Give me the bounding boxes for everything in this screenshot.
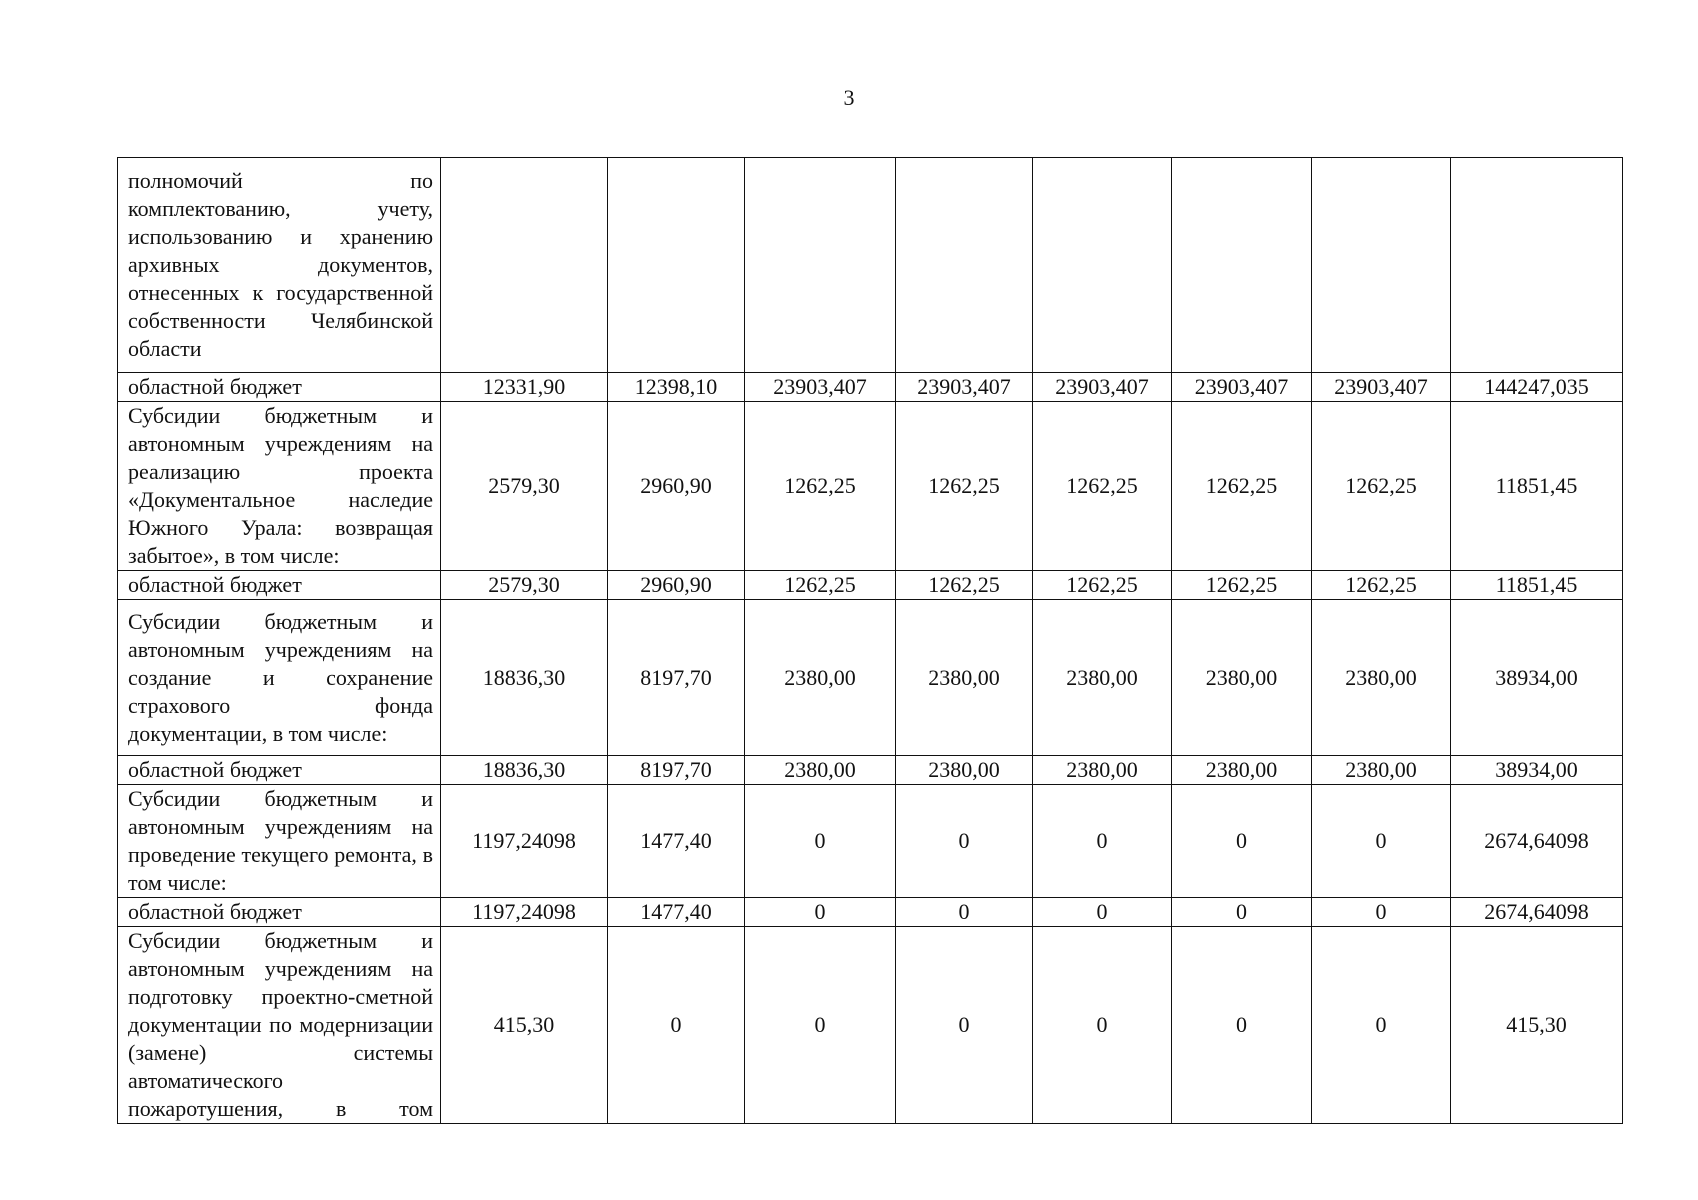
value-cell: 0 [1312, 927, 1451, 1124]
table-row [118, 600, 1623, 756]
value-cell: 2380,00 [1312, 600, 1451, 756]
value-cell [441, 158, 608, 373]
value-cell: 18836,30 [441, 600, 608, 756]
value-cell: 1197,24098 [441, 898, 608, 927]
row-label-cell: полномочий по комплектованию, учету, использованию и хранению архивных документов, отнесенных к государственной собственности Челябинской области [118, 158, 441, 373]
value-cell [608, 158, 745, 373]
value-cell: 1262,25 [896, 571, 1033, 600]
value-cell: 0 [896, 927, 1033, 1124]
row-label-cell: областной бюджет [118, 571, 441, 600]
row-label-cell: Субсидии бюджетным и автономным учреждениям на создание и сохранение страхового фонда документации, в том числе: [118, 600, 441, 756]
value-cell: 1262,25 [1172, 402, 1312, 571]
value-cell: 8197,70 [608, 600, 745, 756]
budget-subtotal-row [118, 571, 1623, 600]
value-cell: 1477,40 [608, 785, 745, 898]
value-cell: 0 [608, 927, 745, 1124]
value-cell: 2579,30 [441, 402, 608, 571]
value-cell: 12398,10 [608, 373, 745, 402]
value-cell: 2380,00 [745, 600, 896, 756]
value-cell: 0 [1312, 898, 1451, 927]
value-cell: 1477,40 [608, 898, 745, 927]
value-cell: 1262,25 [1033, 571, 1172, 600]
value-cell: 18836,30 [441, 756, 608, 785]
value-cell: 0 [896, 898, 1033, 927]
budget-subtotal-row [118, 898, 1623, 927]
value-cell [1312, 158, 1451, 373]
page-number: 3 [843, 85, 855, 110]
value-cell: 2674,64098 [1451, 898, 1623, 927]
value-cell [1172, 158, 1312, 373]
row-label-cell: Субсидии бюджетным и автономным учреждениям на проведение текущего ремонта, в том числе: [118, 785, 441, 898]
value-cell: 2380,00 [1033, 600, 1172, 756]
budget-table [117, 157, 1623, 1124]
value-cell: 1197,24098 [441, 785, 608, 898]
value-cell: 1262,25 [896, 402, 1033, 571]
value-cell: 0 [1172, 927, 1312, 1124]
value-cell: 23903,407 [745, 373, 896, 402]
value-cell: 11851,45 [1451, 571, 1623, 600]
row-label-cell: областной бюджет [118, 373, 441, 402]
value-cell: 1262,25 [1033, 402, 1172, 571]
value-cell: 38934,00 [1451, 600, 1623, 756]
table-row [118, 158, 1623, 373]
value-cell: 2380,00 [1172, 756, 1312, 785]
value-cell: 2960,90 [608, 571, 745, 600]
value-cell: 415,30 [1451, 927, 1623, 1124]
value-cell: 23903,407 [1033, 373, 1172, 402]
value-cell: 2380,00 [1312, 756, 1451, 785]
value-cell: 415,30 [441, 927, 608, 1124]
value-cell: 23903,407 [1312, 373, 1451, 402]
value-cell [896, 158, 1033, 373]
value-cell: 1262,25 [745, 402, 896, 571]
value-cell: 2380,00 [1033, 756, 1172, 785]
value-cell: 0 [1033, 785, 1172, 898]
value-cell: 0 [745, 785, 896, 898]
value-cell: 0 [1033, 927, 1172, 1124]
row-label-cell: областной бюджет [118, 898, 441, 927]
table-row [118, 785, 1623, 898]
value-cell: 0 [1312, 785, 1451, 898]
value-cell: 8197,70 [608, 756, 745, 785]
value-cell: 2380,00 [896, 600, 1033, 756]
value-cell: 144247,035 [1451, 373, 1623, 402]
value-cell: 0 [1172, 785, 1312, 898]
value-cell: 2380,00 [1172, 600, 1312, 756]
value-cell: 2380,00 [896, 756, 1033, 785]
value-cell: 1262,25 [745, 571, 896, 600]
value-cell [1033, 158, 1172, 373]
value-cell: 1262,25 [1312, 571, 1451, 600]
value-cell: 0 [896, 785, 1033, 898]
value-cell: 1262,25 [1312, 402, 1451, 571]
row-label-cell: Субсидии бюджетным и автономным учреждениям на реализацию проекта «Документальное наследие Южного Урала: возвращая забытое», в том числе: [118, 402, 441, 571]
value-cell: 2579,30 [441, 571, 608, 600]
value-cell: 2380,00 [745, 756, 896, 785]
value-cell: 23903,407 [1172, 373, 1312, 402]
value-cell: 38934,00 [1451, 756, 1623, 785]
table-row [118, 927, 1623, 1124]
value-cell [1451, 158, 1623, 373]
value-cell: 0 [1172, 898, 1312, 927]
value-cell: 0 [1033, 898, 1172, 927]
value-cell: 1262,25 [1172, 571, 1312, 600]
value-cell: 23903,407 [896, 373, 1033, 402]
row-label-cell: Субсидии бюджетным и автономным учреждениям на подготовку проектно-сметной документации по модернизации (замене) системы автоматического пожаротушения, в том [118, 927, 441, 1124]
table-body [118, 158, 1623, 1124]
value-cell: 2674,64098 [1451, 785, 1623, 898]
value-cell: 11851,45 [1451, 402, 1623, 571]
value-cell: 2960,90 [608, 402, 745, 571]
row-label-cell: областной бюджет [118, 756, 441, 785]
budget-subtotal-row [118, 756, 1623, 785]
budget-subtotal-row [118, 373, 1623, 402]
value-cell: 12331,90 [441, 373, 608, 402]
value-cell [745, 158, 896, 373]
value-cell: 0 [745, 898, 896, 927]
value-cell: 0 [745, 927, 896, 1124]
table-row [118, 402, 1623, 571]
